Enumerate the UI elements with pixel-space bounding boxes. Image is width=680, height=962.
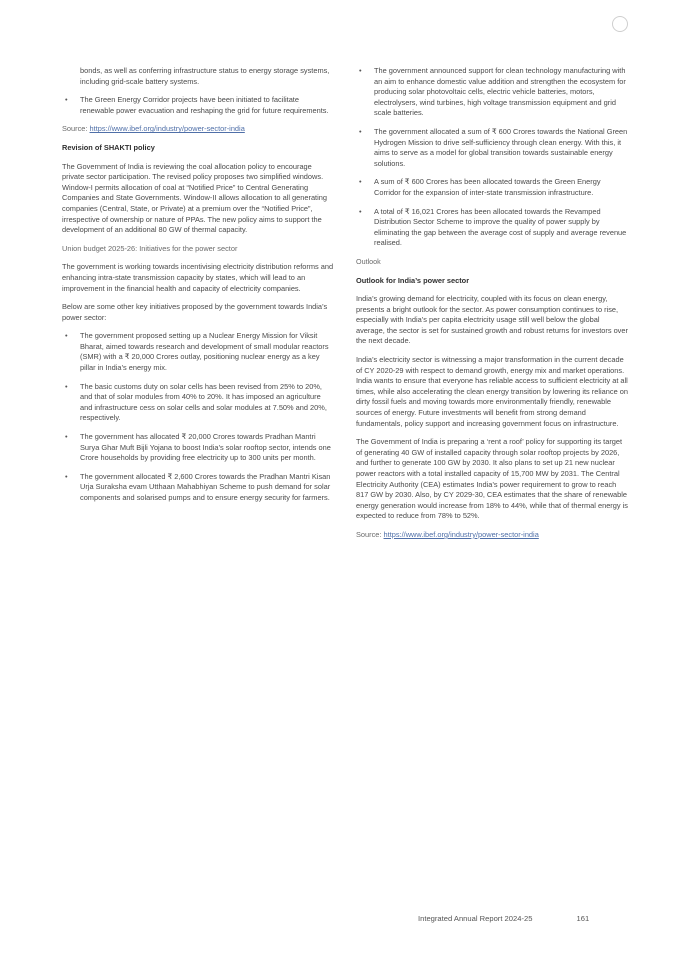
- source-prefix: Source:: [356, 529, 384, 539]
- bullet-clean-tech: • The government announced support for clean technology manufacturing with an aim to enhance domestic value addition and strengthen the ecosystem for producing solar photovoltaic cells, electric vehicle batteries, motors, electrolysers, wind turbines, high voltage transmission equipment and grid scale batteries.: [356, 66, 628, 119]
- source-prefix: Source:: [62, 124, 90, 134]
- page-footer: [418, 914, 589, 923]
- paragraph-outlook-1: India’s growing demand for electricity, coupled with its focus on clean energy, presents a bright outlook for the sector. As power consumption continues to rise, especially with India’s per capita electricity usage still well below the global average, the sector is set for sustained growth and robust returns for investors over the next decade.: [356, 294, 628, 346]
- bullet-green-hydrogen: • The government allocated a sum of ₹ 600 Crores towards the National Green Hydrogen Mission to drive self-sufficiency through clean energy. With this, it aims to serve as a model for global transition towards sustainable energy solutions.: [356, 127, 628, 169]
- left-bullet-list: [62, 331, 334, 503]
- left-column: [62, 66, 334, 512]
- section-heading-shakti: Revision of SHAKTI policy: [62, 142, 155, 152]
- source-link[interactable]: https://www.ibef.org/industry/power-sector-india: [383, 529, 539, 539]
- bullet-green-corridor-budget: • A sum of ₹ 600 Crores has been allocated towards the Green Energy Corridor for the expansion of inter-state transmission infrastructure.: [356, 177, 628, 198]
- source-link[interactable]: https://www.ibef.org/industry/power-sector-india: [89, 124, 245, 134]
- paragraph-below-intro: Below are some other key initiatives proposed by the government towards India’s power sector:: [62, 302, 328, 322]
- page-number: 161: [576, 914, 590, 923]
- continued-bullet-text: bonds, as well as conferring infrastructure status to energy storage systems, including grid-scale battery systems.: [80, 66, 330, 86]
- section-heading-budget: Union budget 2025-26: Initiatives for the power sector: [62, 243, 238, 253]
- left-bullet-list-top: [62, 95, 334, 116]
- footer-report-title: Integrated Annual Report 2024-25: [418, 914, 533, 923]
- right-column: [356, 66, 628, 549]
- paragraph-shakti: The Government of India is reviewing the coal allocation policy to encourage private sector participation. The revised policy proposes two simplified windows. Window-I permits allocation of coal at “Notified Price” to Central Generating Companies and State Governments. Window-II allows allocation to all generating companies (Central, State, or Private) at a premium over the “Notified Price”, irrespective of ownership or nature of PPAs. The new policy aims to support the development of an additional 80 GW of thermal capacity.: [62, 161, 327, 235]
- right-bullet-list: [356, 66, 628, 249]
- paragraph-budget: The government is working towards incentivising electricity distribution reforms and enhancing intra-state transmission capacity by states, which will lead to an improvement in the financial health and capacity of electricity companies.: [62, 262, 334, 293]
- bullet-green-energy-corridor: • The Green Energy Corridor projects have been initiated to facilitate renewable power evacuation and reshaping the grid for future requirements.: [62, 95, 334, 116]
- logo-circle-icon: [612, 16, 628, 32]
- bullet-surya-ghar: • The government has allocated ₹ 20,000 Crores towards Pradhan Mantri Surya Ghar Muft Bijli Yojana to boost India’s solar rooftop sector, intends one Crore households by providing free electricity up to 300 units per month.: [62, 432, 334, 464]
- paragraph-outlook-2: India’s electricity sector is witnessing a major transformation in the current decade of CY 2020-29 with respect to demand growth, energy mix and market operations. India wants to ensure that everyone has reliable access to sufficient electricity at all times, while also accelerating the clean energy transition by lowering its reliance on dirty fossil fuels and moving towards more environmentally friendly, renewable sources of energy. Future investments will benefit from strong demand fundamentals, policy support and increasing government focus on infrastructure.: [356, 355, 628, 428]
- bullet-customs-duty: • The basic customs duty on solar cells has been revised from 25% to 20%, and that of solar modules from 40% to 20%. It has imposed an agriculture and infrastructure cess on solar cells and solar modules at 7.50% and 20%, respectively.: [62, 382, 334, 424]
- source-note-2: [356, 530, 628, 541]
- paragraph-outlook-3: The Government of India is preparing a ‘rent a roof’ policy for supporting its target of generating 40 GW of installed capacity through solar rooftop projects by 2026, and further to generate 100 GW by 2030. It also plans to set up 21 new nuclear power reactors with a total installed capacity of 15,700 MW by 2031. The Central Electricity Authority (CEA) estimates India’s power requirement to grow to reach 817 GW by 2030. Also, by CY 2029-30, CEA estimates that the share of renewable energy generation would increase from 18% to 44%, while that of thermal energy is expected to reduce from 78% to 52%.: [356, 437, 628, 521]
- bullet-kisan-urja: • The government allocated ₹ 2,600 Crores towards the Pradhan Mantri Kisan Urja Suraksha evam Utthaan Mahabhiyan Scheme to push demand for solar components and solarised pumps and to ensure energy security for farmers.: [62, 472, 334, 504]
- bullet-nuclear-mission: • The government proposed setting up a Nuclear Energy Mission for Viksit Bharat, aimed towards research and development of small modular reactors (SMR) with a ₹ 20,000 Crores outlay, positioning nuclear energy as a key pillar in India’s energy mix.: [62, 331, 334, 373]
- source-note-1: [62, 124, 334, 135]
- bullet-distribution-scheme: • A total of ₹ 16,021 Crores has been allocated towards the Revamped Distribution Sector Scheme to improve the quality of power supply by eliminating the gap between the average cost of supply and average revenue realised.: [356, 207, 628, 249]
- section-heading-outlook: Outlook for India’s power sector: [356, 275, 470, 285]
- outlook-label: Outlook: [356, 256, 381, 266]
